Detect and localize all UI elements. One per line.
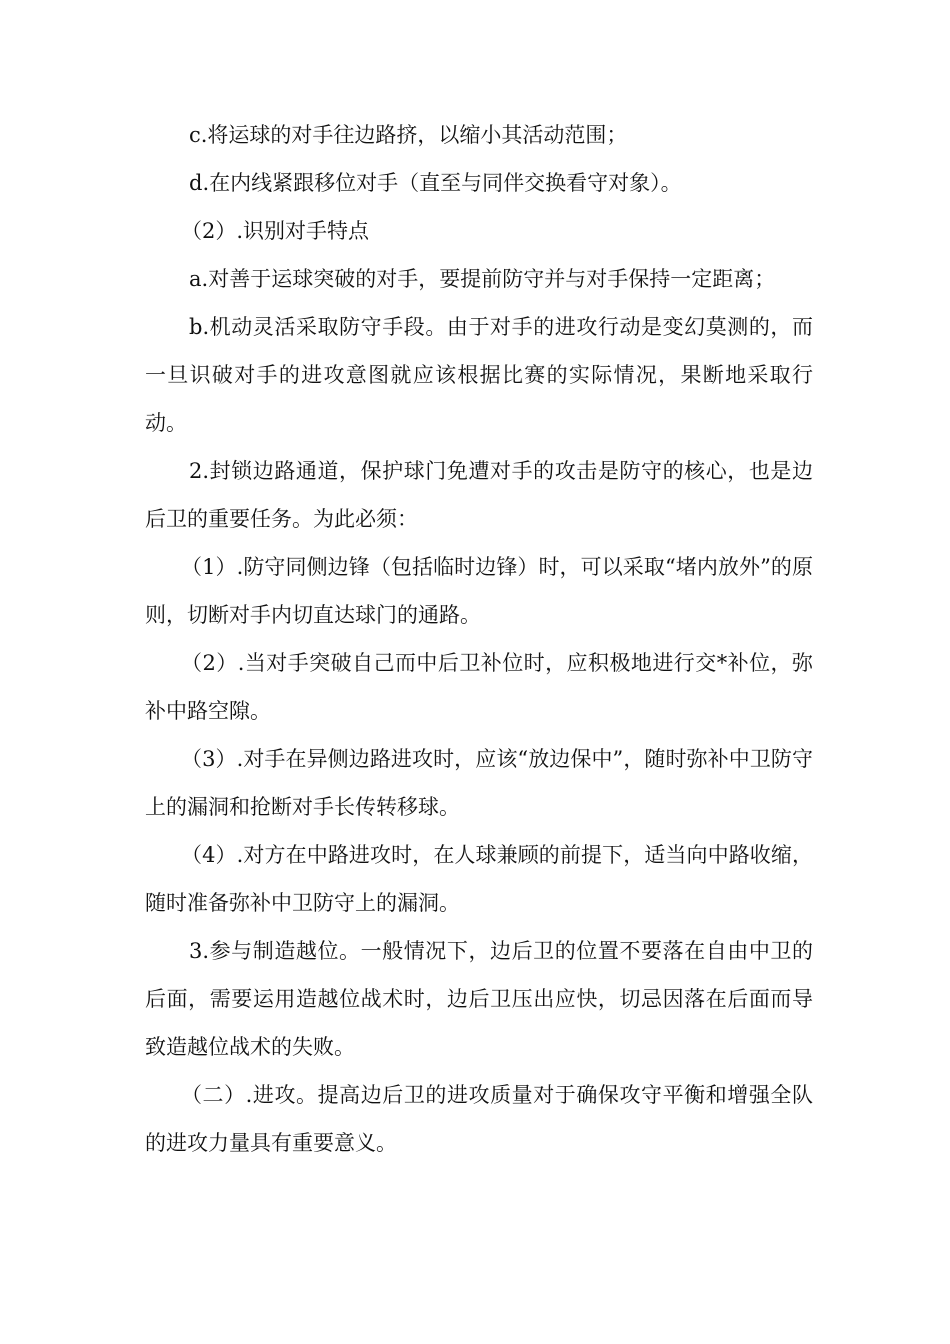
paragraph-d-follow-inside: d.在内线紧跟移位对手（直至与同伴交换看守对象）。 — [189, 171, 682, 195]
paragraph-2-seal-wing: 2.封锁边路通道，保护球门免遭对手的攻击是防守的核心，也是边后卫的重要任务。为此必须： — [145, 459, 813, 531]
paragraph-b-flexible-defense: b.机动灵活采取防守手段。由于对手的进攻行动是变幻莫测的，而一旦识破对手的进攻意图就应该根据比赛的实际情况，果断地采取行动。 — [145, 315, 813, 435]
paragraph-2-cross-cover: （2）.当对手突破自己而中后卫补位时，应积极地进行交*补位，弥补中路空隙。 — [145, 651, 813, 723]
paragraph-3-offside-trap: 3.参与制造越位。一般情况下，边后卫的位置不要落在自由中卫的后面，需要运用造越位战术时，边后卫压出应快，切忌因落在后面而导致造越位战术的失败。 — [145, 939, 813, 1059]
paragraph-a-dribbler: a.对善于运球突破的对手，要提前防守并与对手保持一定距离； — [189, 267, 776, 291]
paragraph-3-opposite-side: （3）.对手在异侧边路进攻时，应该“放边保中”，随时弥补中卫防守上的漏洞和抢断对手长传转移球。 — [145, 747, 813, 819]
paragraph-c-squeeze-to-sideline: c.将运球的对手往边路挤，以缩小其活动范围； — [189, 123, 628, 147]
subheading-identify-opponent: （2）.识别对手特点 — [181, 219, 370, 243]
paragraph-4-central-attack: （4）.对方在中路进攻时，在人球兼顾的前提下，适当向中路收缩，随时准备弥补中卫防守上的漏洞。 — [145, 843, 813, 915]
paragraph-1-same-side-winger: （1）.防守同侧边锋（包括临时边锋）时，可以采取“堵内放外”的原则，切断对手内切直达球门的通路。 — [145, 555, 813, 627]
document-body — [145, 111, 813, 1167]
paragraph-attack-section: （二）.进攻。提高边后卫的进攻质量对于确保攻守平衡和增强全队的进攻力量具有重要意义。 — [145, 1083, 813, 1155]
